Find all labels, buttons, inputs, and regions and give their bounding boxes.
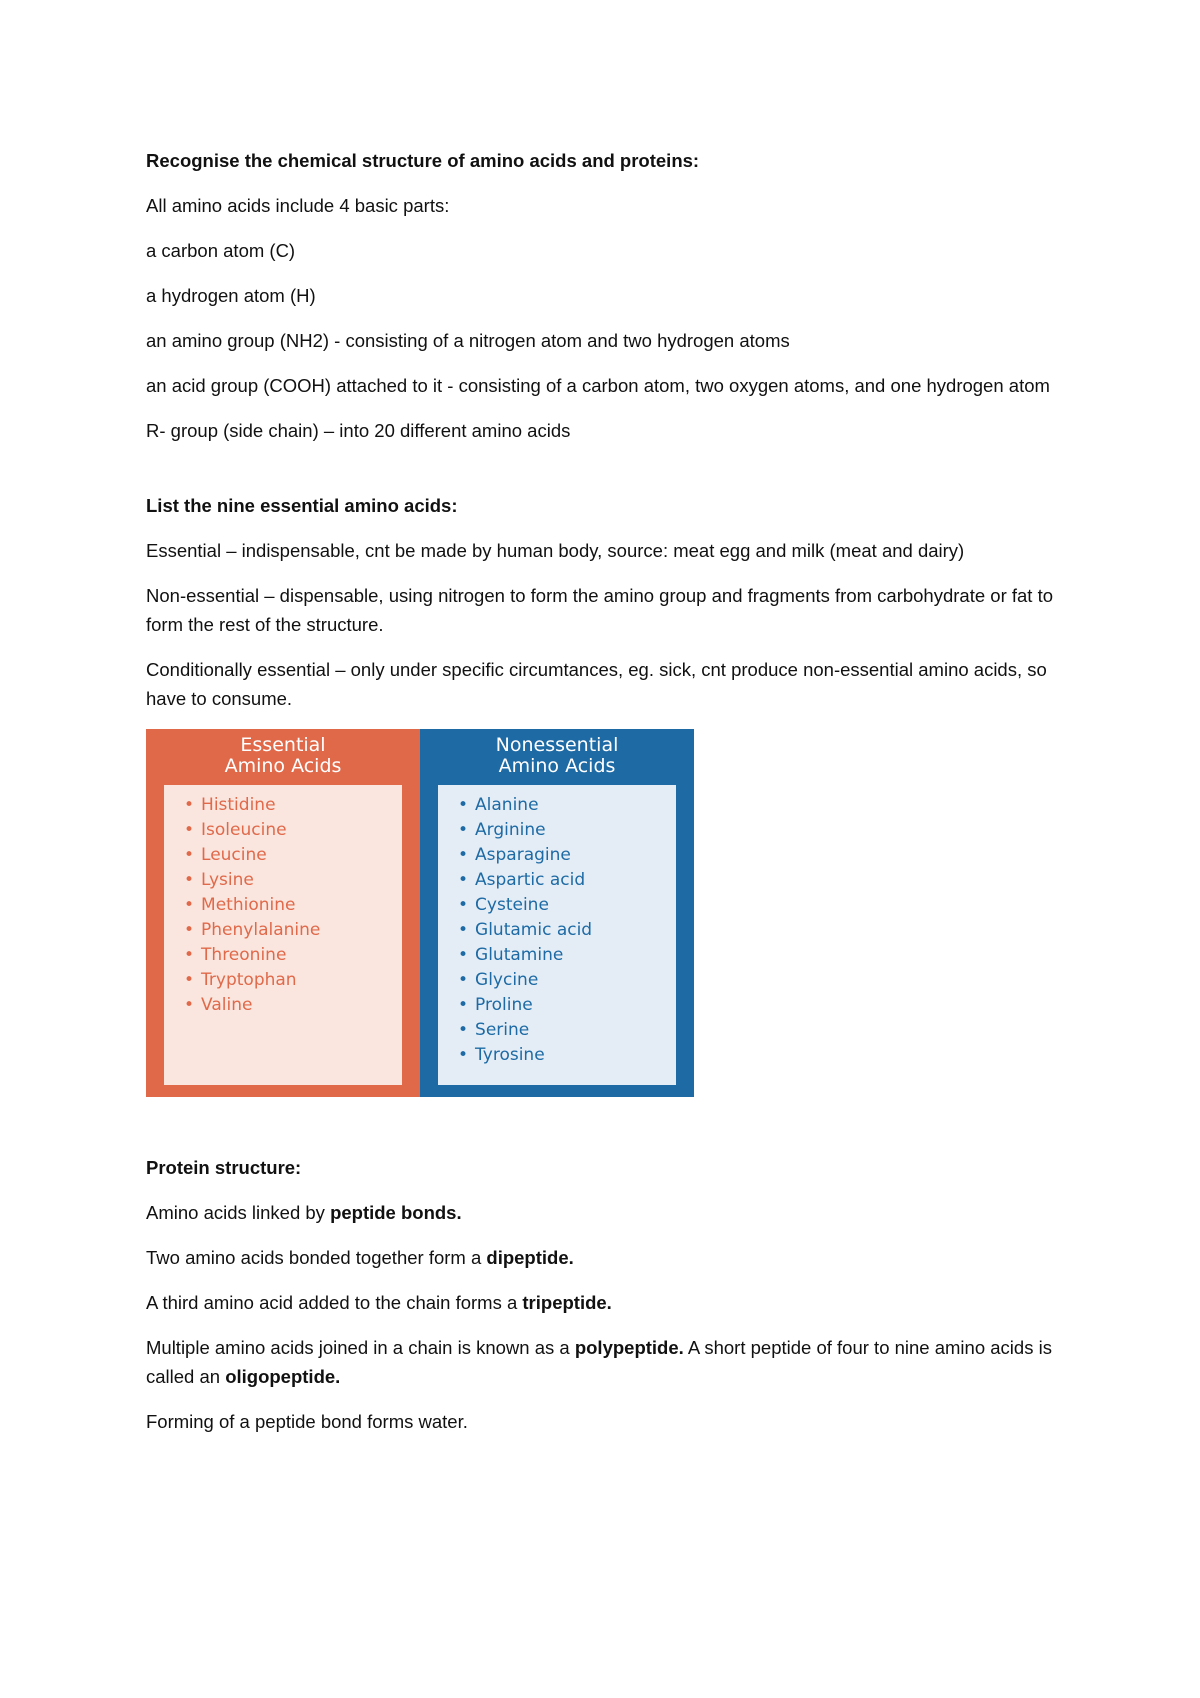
list-item: • Glutamic acid	[458, 918, 676, 943]
nonessential-title-line2: Amino Acids	[498, 755, 616, 777]
amino-acid-table-figure	[146, 729, 694, 1097]
paragraph-polypeptide	[146, 1333, 1066, 1391]
paragraph-essential: Essential – indispensable, cnt be made by human body, source: meat egg and milk (meat and dairy)	[146, 540, 965, 561]
section-heading-protein-structure: Protein structure:	[146, 1157, 302, 1178]
paragraph-intro: All amino acids include 4 basic parts:	[146, 195, 450, 216]
paragraph-part-carbon: a carbon atom (C)	[146, 240, 296, 261]
paragraph-conditionally-essential: Conditionally essential – only under specific circumtances, eg. sick, cnt produce non-essential amino acids, so have to consume.	[146, 659, 1047, 709]
text-run: A third amino acid added to the chain forms a	[146, 1292, 523, 1313]
text-run: A short peptide of four to nine amino acids is called an	[146, 1337, 1052, 1387]
list-item: • Asparagine	[458, 843, 676, 868]
essential-title	[146, 735, 420, 777]
bold-term: polypeptide.	[574, 1337, 684, 1358]
bold-term: dipeptide.	[486, 1247, 574, 1268]
nonessential-list	[438, 785, 676, 1068]
paragraph-part-hydrogen: a hydrogen atom (H)	[146, 285, 316, 306]
list-item: • Proline	[458, 993, 676, 1018]
essential-column	[146, 729, 420, 1097]
list-item: • Isoleucine	[184, 818, 402, 843]
list-item: • Threonine	[184, 943, 402, 968]
text-run: Multiple amino acids joined in a chain is known as a	[146, 1337, 575, 1358]
document-content	[146, 146, 1066, 1452]
list-item: • Phenylalanine	[184, 918, 402, 943]
text-run: Amino acids linked by	[146, 1202, 331, 1223]
essential-list	[164, 785, 402, 1018]
nonessential-title	[420, 735, 694, 777]
essential-title-line1: Essential	[240, 734, 326, 756]
list-item: • Tryptophan	[184, 968, 402, 993]
paragraph-part-acid-group: an acid group (COOH) attached to it - consisting of a carbon atom, two oxygen atoms, and one hydrogen atom	[146, 375, 1050, 396]
section-heading-essential: List the nine essential amino acids:	[146, 495, 458, 516]
list-item: • Methionine	[184, 893, 402, 918]
list-item: • Serine	[458, 1018, 676, 1043]
essential-list-box	[164, 785, 402, 1085]
bold-term: tripeptide.	[522, 1292, 612, 1313]
nonessential-column	[420, 729, 694, 1097]
paragraph-peptide-bonds	[146, 1198, 1066, 1227]
text-run: Two amino acids bonded together form a	[146, 1247, 487, 1268]
nonessential-list-box	[438, 785, 676, 1085]
paragraph-part-r-group: R- group (side chain) – into 20 different amino acids	[146, 420, 571, 441]
list-item: • Leucine	[184, 843, 402, 868]
list-item: • Glutamine	[458, 943, 676, 968]
list-item: • Lysine	[184, 868, 402, 893]
bold-term: oligopeptide.	[225, 1366, 341, 1387]
list-item: • Glycine	[458, 968, 676, 993]
list-item: • Valine	[184, 993, 402, 1018]
list-item: • Cysteine	[458, 893, 676, 918]
list-item: • Arginine	[458, 818, 676, 843]
list-item: • Tyrosine	[458, 1043, 676, 1068]
paragraph-water: Forming of a peptide bond forms water.	[146, 1411, 468, 1432]
bold-term: peptide bonds.	[330, 1202, 462, 1223]
nonessential-title-line1: Nonessential	[495, 734, 619, 756]
list-item: • Aspartic acid	[458, 868, 676, 893]
paragraph-part-amino-group: an amino group (NH2) - consisting of a nitrogen atom and two hydrogen atoms	[146, 330, 790, 351]
essential-title-line2: Amino Acids	[224, 755, 342, 777]
paragraph-dipeptide	[146, 1243, 1066, 1272]
list-item: • Histidine	[184, 793, 402, 818]
paragraph-non-essential: Non-essential – dispensable, using nitrogen to form the amino group and fragments from carbohydrate or fat to form the rest of the structure.	[146, 585, 1054, 635]
section-heading-structure: Recognise the chemical structure of amino acids and proteins:	[146, 150, 700, 171]
paragraph-tripeptide	[146, 1288, 1066, 1317]
list-item: • Alanine	[458, 793, 676, 818]
